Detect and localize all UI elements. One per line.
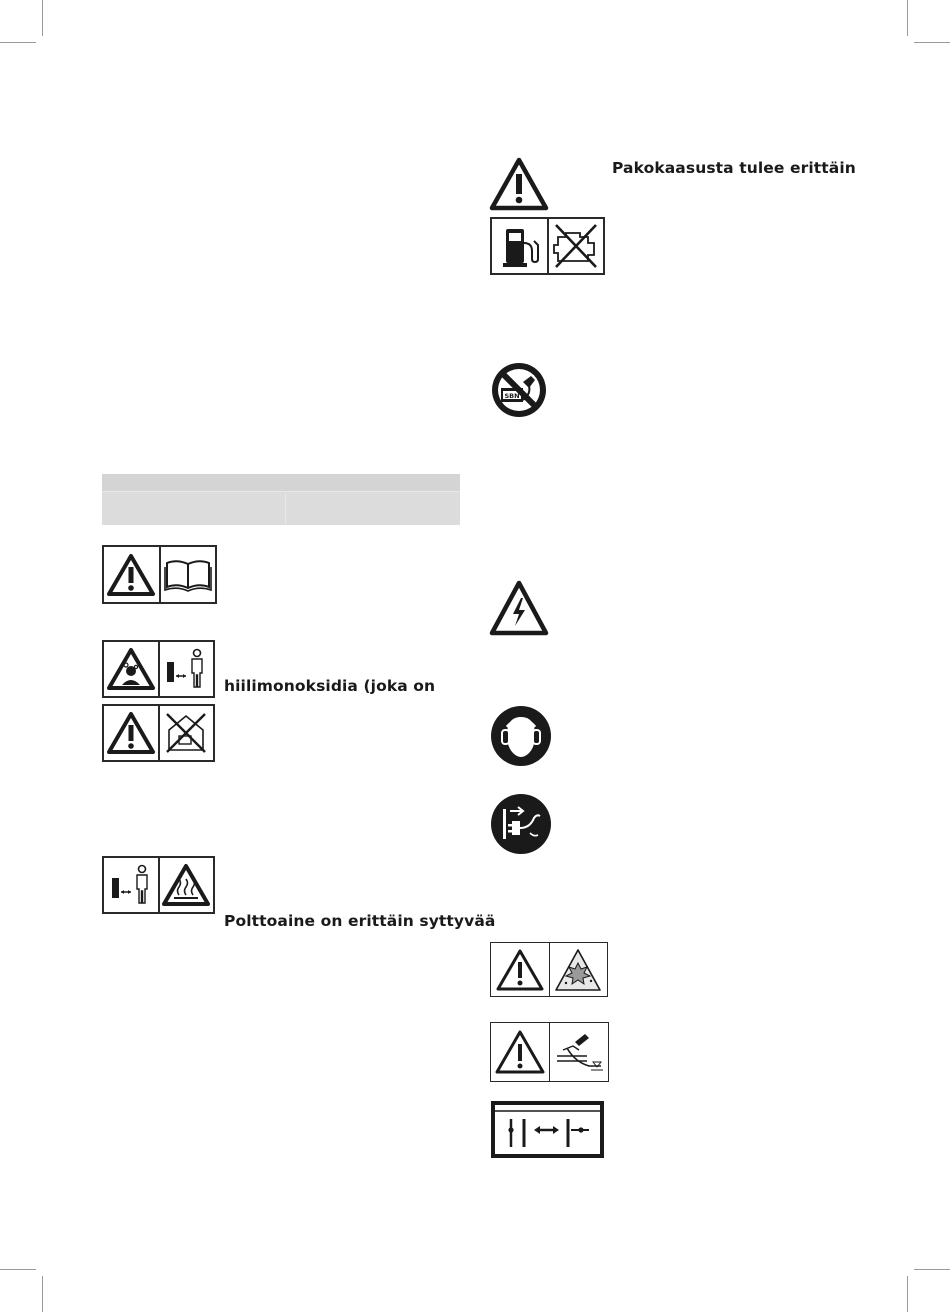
keep-distance-icon xyxy=(104,858,158,912)
hot-surface-icon xyxy=(158,858,214,912)
toxic-exhaust-sign xyxy=(102,640,215,698)
no-connection-to-mains-icon xyxy=(489,360,549,420)
keep-distance-icon xyxy=(158,642,214,696)
warning-triangle-icon xyxy=(104,547,159,602)
fuel-flammable-text: Polttoaine on erittäin syttyvää xyxy=(224,912,496,930)
table-column-divider xyxy=(285,494,286,524)
grounding-icon xyxy=(549,1023,608,1081)
insulation-spacing-icon xyxy=(491,1101,604,1158)
exhaust-heading: Pakokaasusta tulee erittäin xyxy=(612,159,856,177)
grounding-sign xyxy=(490,1022,609,1082)
explosion-hazard-sign xyxy=(490,942,608,997)
crop-mark xyxy=(914,42,950,43)
crop-mark xyxy=(914,1269,950,1270)
warning-read-manual-sign xyxy=(102,545,217,604)
no-indoor-use-sign xyxy=(102,704,215,762)
crop-mark xyxy=(0,1269,36,1270)
no-indoor-use-icon xyxy=(158,706,214,760)
table-subheader-row xyxy=(102,491,460,525)
crop-mark xyxy=(907,1276,908,1312)
fuel-pump-icon xyxy=(492,219,547,273)
table-header-row xyxy=(102,474,460,491)
no-engine-indoors-icon xyxy=(547,219,604,273)
ear-protection-icon xyxy=(490,705,552,767)
symbol-table-header xyxy=(102,474,460,524)
crop-mark xyxy=(42,0,43,36)
crop-mark xyxy=(0,42,36,43)
svg-text:SBN: SBN xyxy=(504,392,520,400)
warning-triangle-icon xyxy=(491,1023,549,1081)
disconnect-plug-icon xyxy=(490,793,552,855)
explosion-icon xyxy=(549,943,608,996)
electric-shock-icon xyxy=(489,580,549,636)
carbon-monoxide-text: hiilimonoksidia (joka on xyxy=(224,677,436,695)
crop-mark xyxy=(42,1276,43,1312)
refuel-engine-off-sign xyxy=(490,217,605,275)
warning-triangle-icon xyxy=(489,157,549,211)
toxic-gas-person-icon xyxy=(104,642,158,696)
read-manual-icon xyxy=(159,547,216,602)
hot-surface-sign xyxy=(102,856,215,914)
crop-mark xyxy=(907,0,908,36)
warning-triangle-icon xyxy=(104,706,158,760)
warning-triangle-icon xyxy=(491,943,549,996)
